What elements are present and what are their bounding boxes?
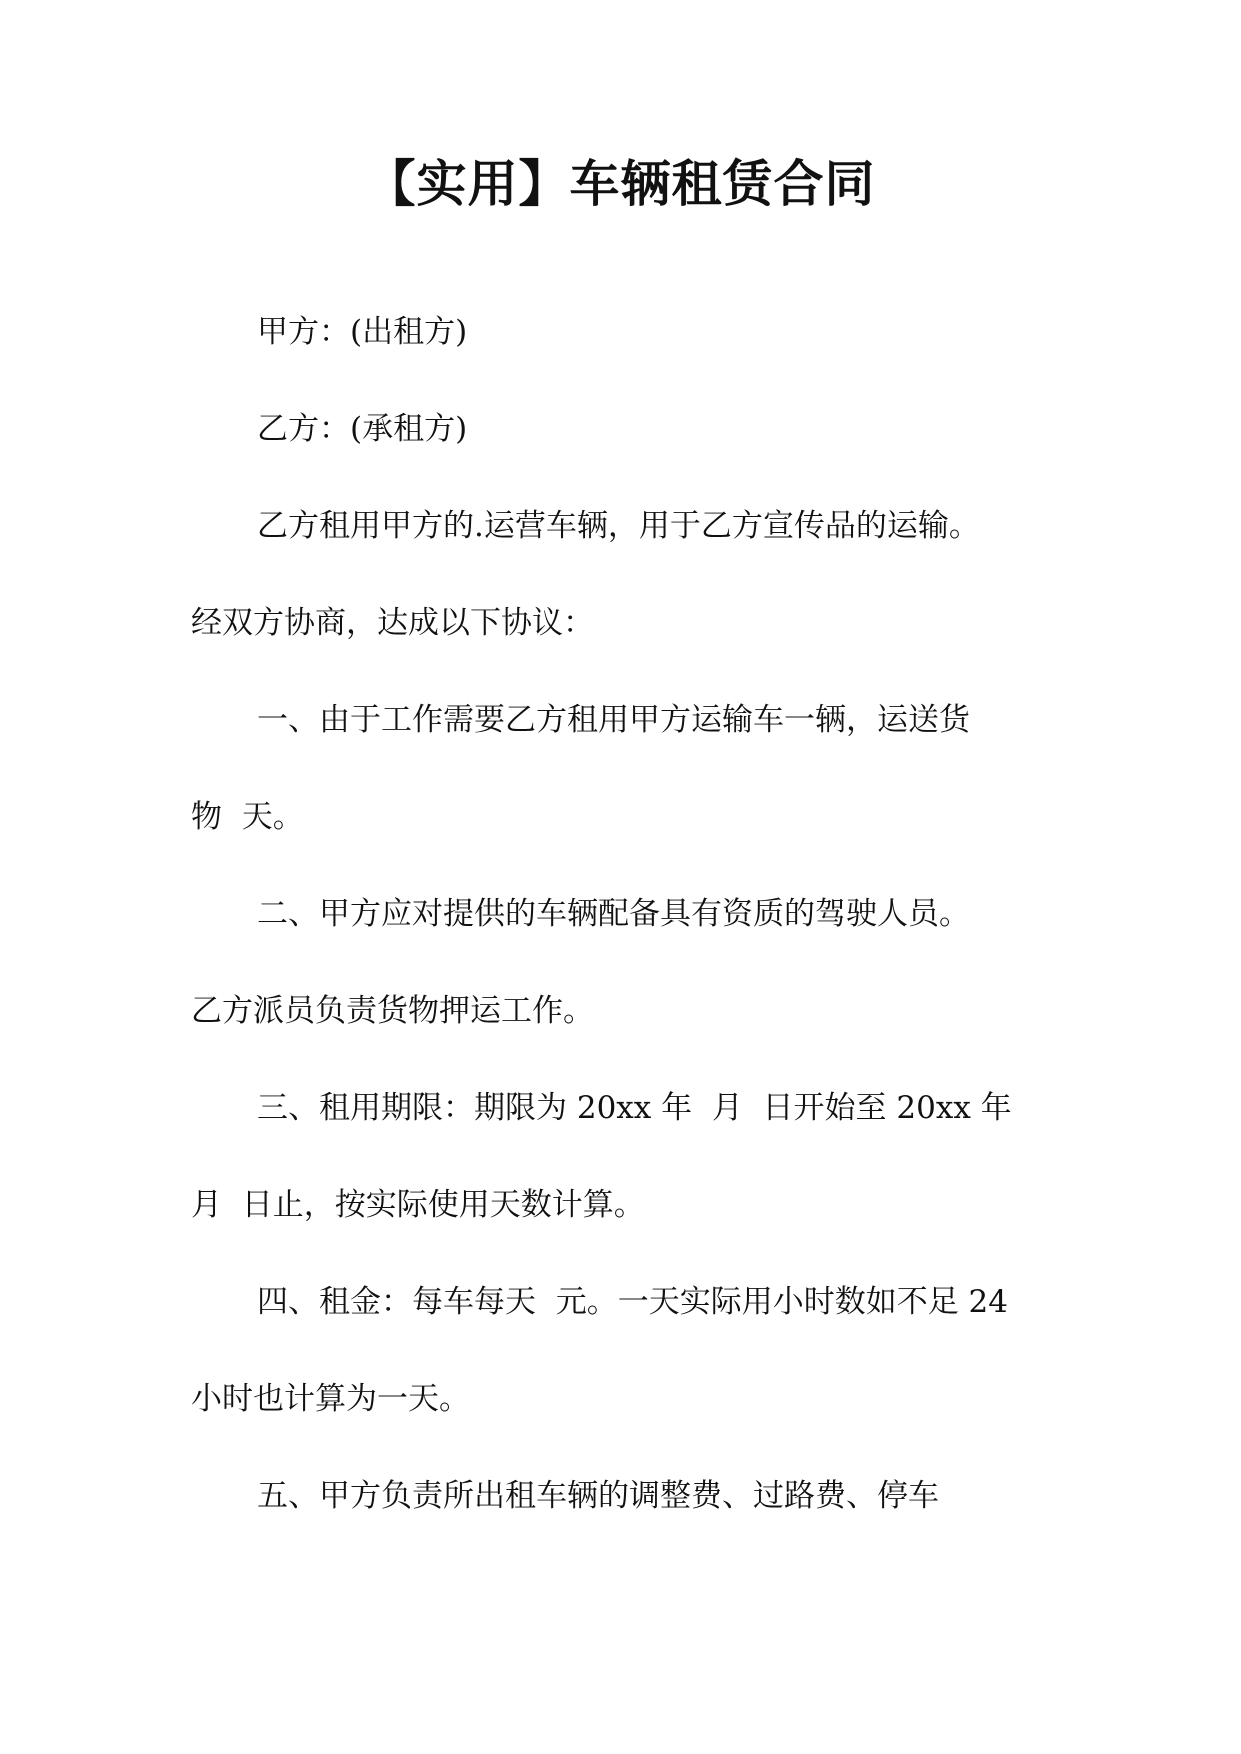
clause-4-line-1: 四、租金：每车每天 元。一天实际用小时数如不足 24 (257, 1284, 1009, 1320)
document-title: 【实用】车辆租赁合同 (365, 155, 876, 213)
clause-1-line-1: 一、由于工作需要乙方租用甲方运输车一辆，运送货 (257, 702, 970, 738)
party-b-line: 乙方：(承租方) (257, 411, 468, 447)
preamble-line-1: 乙方租用甲方的.运营车辆，用于乙方宣传品的运输。 (257, 508, 980, 544)
clause-3-line-1: 三、租用期限：期限为 20xx 年 月 日开始至 20xx 年 (257, 1090, 1012, 1126)
clause-2-line-1: 二、甲方应对提供的车辆配备具有资质的驾驶人员。 (257, 896, 970, 932)
clause-4-line-2: 小时也计算为一天。 (191, 1381, 470, 1417)
clause-5-line-1: 五、甲方负责所出租车辆的调整费、过路费、停车 (257, 1478, 939, 1514)
clause-3-line-2: 月 日止，按实际使用天数计算。 (191, 1187, 645, 1223)
preamble-line-2: 经双方协商，达成以下协议： (191, 605, 594, 641)
party-a-line: 甲方：(出租方) (257, 314, 468, 350)
clause-2-line-2: 乙方派员负责货物押运工作。 (191, 993, 594, 1029)
clause-1-line-2: 物 天。 (191, 799, 304, 835)
